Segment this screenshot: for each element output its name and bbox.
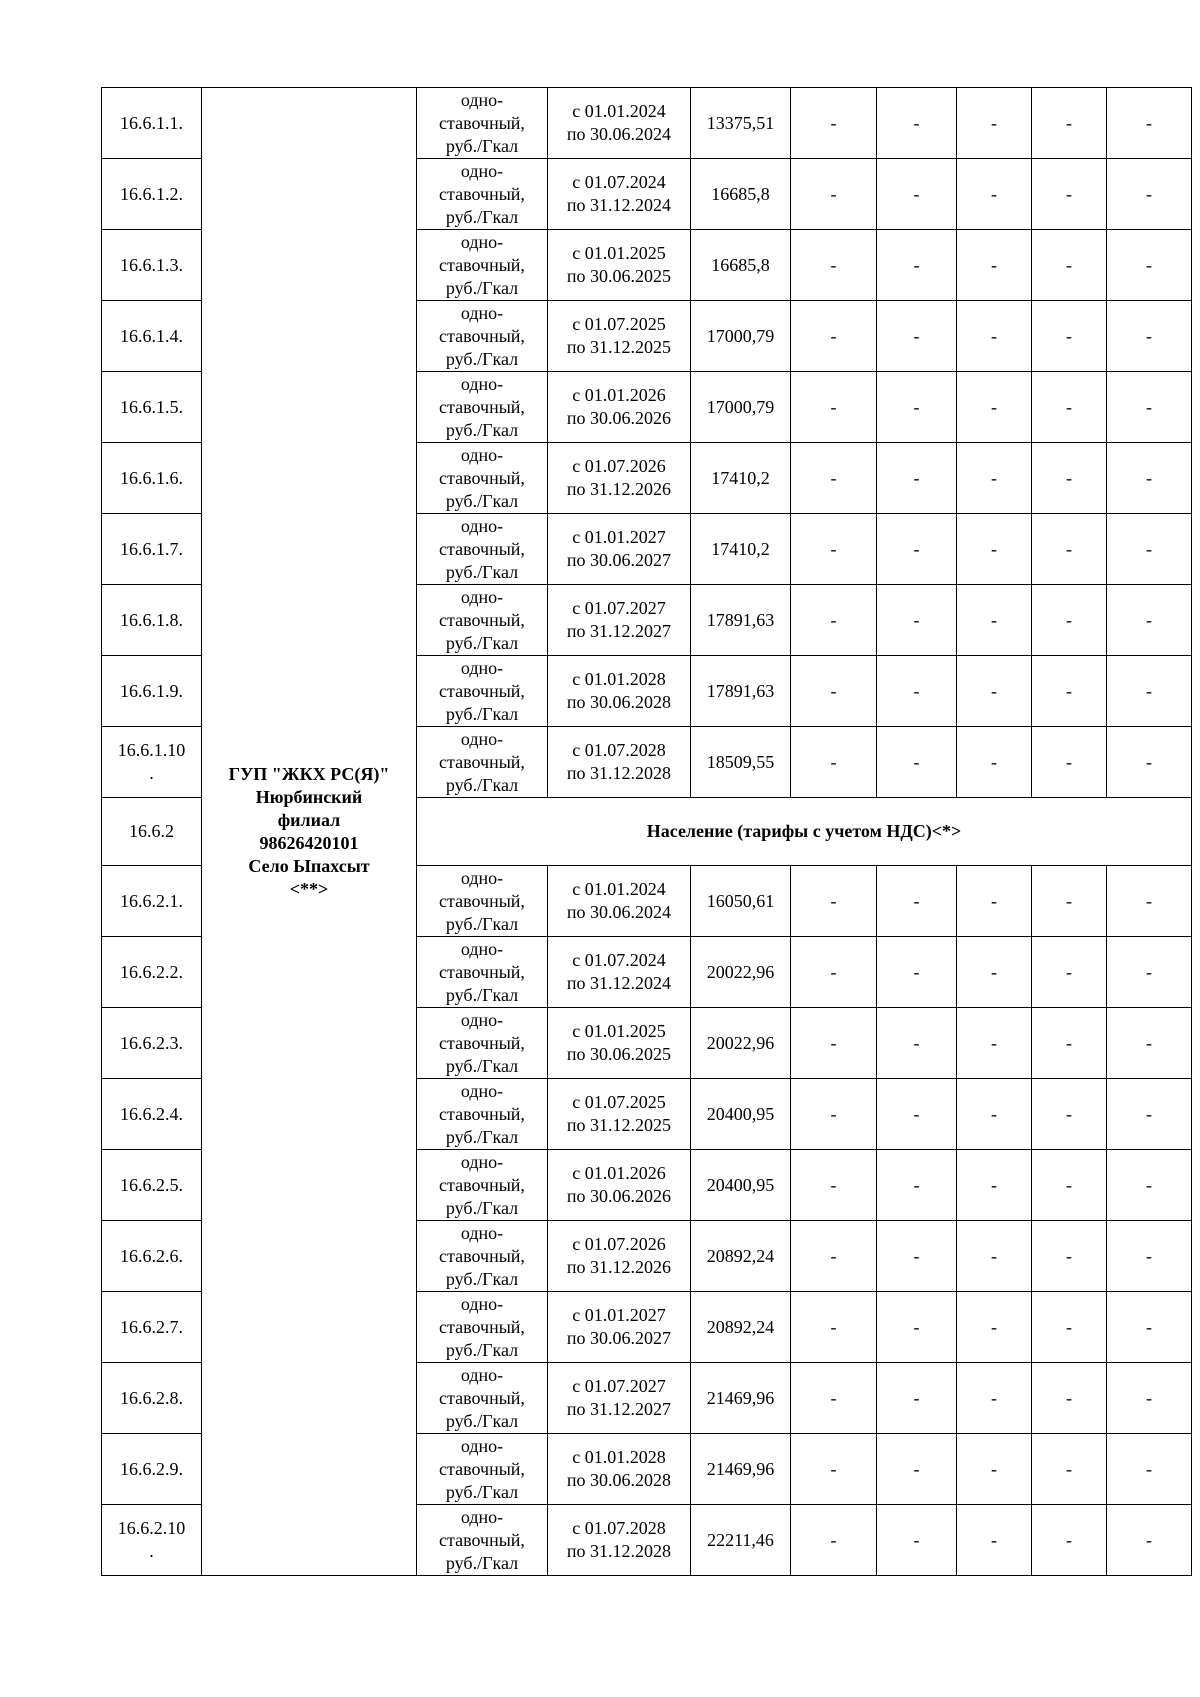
period-cell: с 01.01.2025 по 30.06.2025 bbox=[548, 1008, 691, 1079]
empty-value-cell: - bbox=[1107, 656, 1192, 727]
tariff-value-cell: 17891,63 bbox=[691, 656, 791, 727]
empty-value-cell: - bbox=[957, 88, 1032, 159]
tariff-value-cell: 20022,96 bbox=[691, 1008, 791, 1079]
empty-value-cell: - bbox=[877, 585, 957, 656]
tariff-value-cell: 20892,24 bbox=[691, 1221, 791, 1292]
tariff-type-cell: одно- ставочный, руб./Гкал bbox=[417, 866, 548, 937]
empty-value-cell: - bbox=[957, 443, 1032, 514]
empty-value-cell: - bbox=[1107, 443, 1192, 514]
empty-value-cell: - bbox=[1032, 937, 1107, 1008]
empty-value-cell: - bbox=[877, 514, 957, 585]
tariff-value-cell: 17410,2 bbox=[691, 443, 791, 514]
empty-value-cell: - bbox=[1032, 88, 1107, 159]
tariff-value-cell: 17410,2 bbox=[691, 514, 791, 585]
empty-value-cell: - bbox=[791, 372, 877, 443]
tariff-type-cell: одно- ставочный, руб./Гкал bbox=[417, 1434, 548, 1505]
empty-value-cell: - bbox=[1107, 301, 1192, 372]
row-number-cell: 16.6.2.10 . bbox=[102, 1505, 202, 1576]
tariff-value-cell: 20400,95 bbox=[691, 1079, 791, 1150]
empty-value-cell: - bbox=[1107, 866, 1192, 937]
empty-value-cell: - bbox=[1032, 727, 1107, 798]
row-number-cell: 16.6.2.1. bbox=[102, 866, 202, 937]
tariff-type-cell: одно- ставочный, руб./Гкал bbox=[417, 443, 548, 514]
tariff-value-cell: 17000,79 bbox=[691, 301, 791, 372]
period-cell: с 01.01.2027 по 30.06.2027 bbox=[548, 514, 691, 585]
row-number-cell: 16.6.2.9. bbox=[102, 1434, 202, 1505]
period-cell: с 01.07.2025 по 31.12.2025 bbox=[548, 301, 691, 372]
empty-value-cell: - bbox=[791, 866, 877, 937]
empty-value-cell: - bbox=[877, 301, 957, 372]
period-cell: с 01.01.2024 по 30.06.2024 bbox=[548, 866, 691, 937]
row-number-cell: 16.6.2.8. bbox=[102, 1363, 202, 1434]
row-number-cell: 16.6.2.3. bbox=[102, 1008, 202, 1079]
empty-value-cell: - bbox=[1032, 301, 1107, 372]
empty-value-cell: - bbox=[791, 656, 877, 727]
row-number-cell: 16.6.2.6. bbox=[102, 1221, 202, 1292]
empty-value-cell: - bbox=[877, 866, 957, 937]
row-number-cell: 16.6.2.5. bbox=[102, 1150, 202, 1221]
empty-value-cell: - bbox=[791, 301, 877, 372]
table-body bbox=[102, 88, 1192, 1576]
empty-value-cell: - bbox=[957, 937, 1032, 1008]
period-cell: с 01.01.2026 по 30.06.2026 bbox=[548, 372, 691, 443]
empty-value-cell: - bbox=[1032, 1434, 1107, 1505]
tariff-value-cell: 20022,96 bbox=[691, 937, 791, 1008]
empty-value-cell: - bbox=[957, 866, 1032, 937]
tariff-type-cell: одно- ставочный, руб./Гкал bbox=[417, 1505, 548, 1576]
empty-value-cell: - bbox=[791, 585, 877, 656]
tariff-value-cell: 20400,95 bbox=[691, 1150, 791, 1221]
tariff-type-cell: одно- ставочный, руб./Гкал bbox=[417, 514, 548, 585]
empty-value-cell: - bbox=[957, 514, 1032, 585]
empty-value-cell: - bbox=[957, 1292, 1032, 1363]
empty-value-cell: - bbox=[791, 1363, 877, 1434]
tariff-type-cell: одно- ставочный, руб./Гкал bbox=[417, 1079, 548, 1150]
group-number-cell: 16.6.2 bbox=[102, 798, 202, 866]
row-number-cell: 16.6.1.9. bbox=[102, 656, 202, 727]
tariff-value-cell: 16050,61 bbox=[691, 866, 791, 937]
period-cell: с 01.07.2027 по 31.12.2027 bbox=[548, 1363, 691, 1434]
period-cell: с 01.07.2024 по 31.12.2024 bbox=[548, 159, 691, 230]
tariff-type-cell: одно- ставочный, руб./Гкал bbox=[417, 585, 548, 656]
empty-value-cell: - bbox=[877, 656, 957, 727]
empty-value-cell: - bbox=[1032, 656, 1107, 727]
empty-value-cell: - bbox=[1032, 1505, 1107, 1576]
empty-value-cell: - bbox=[877, 1363, 957, 1434]
row-number-cell: 16.6.2.7. bbox=[102, 1292, 202, 1363]
empty-value-cell: - bbox=[1107, 1221, 1192, 1292]
empty-value-cell: - bbox=[957, 159, 1032, 230]
period-cell: с 01.01.2028 по 30.06.2028 bbox=[548, 1434, 691, 1505]
empty-value-cell: - bbox=[791, 1292, 877, 1363]
tariff-type-cell: одно- ставочный, руб./Гкал bbox=[417, 1221, 548, 1292]
empty-value-cell: - bbox=[957, 1008, 1032, 1079]
row-number-cell: 16.6.1.8. bbox=[102, 585, 202, 656]
empty-value-cell: - bbox=[877, 727, 957, 798]
empty-value-cell: - bbox=[1032, 230, 1107, 301]
empty-value-cell: - bbox=[1032, 585, 1107, 656]
empty-value-cell: - bbox=[1107, 1505, 1192, 1576]
period-cell: с 01.07.2026 по 31.12.2026 bbox=[548, 1221, 691, 1292]
empty-value-cell: - bbox=[957, 1079, 1032, 1150]
tariff-value-cell: 21469,96 bbox=[691, 1434, 791, 1505]
empty-value-cell: - bbox=[877, 443, 957, 514]
tariff-type-cell: одно- ставочный, руб./Гкал bbox=[417, 301, 548, 372]
empty-value-cell: - bbox=[1032, 1079, 1107, 1150]
empty-value-cell: - bbox=[1107, 727, 1192, 798]
empty-value-cell: - bbox=[957, 1434, 1032, 1505]
empty-value-cell: - bbox=[957, 230, 1032, 301]
empty-value-cell: - bbox=[791, 1008, 877, 1079]
period-cell: с 01.01.2026 по 30.06.2026 bbox=[548, 1150, 691, 1221]
period-cell: с 01.01.2028 по 30.06.2028 bbox=[548, 656, 691, 727]
row-number-cell: 16.6.1.2. bbox=[102, 159, 202, 230]
empty-value-cell: - bbox=[957, 585, 1032, 656]
empty-value-cell: - bbox=[877, 1505, 957, 1576]
row-number-cell: 16.6.1.6. bbox=[102, 443, 202, 514]
empty-value-cell: - bbox=[957, 1505, 1032, 1576]
period-cell: с 01.07.2028 по 31.12.2028 bbox=[548, 1505, 691, 1576]
empty-value-cell: - bbox=[957, 372, 1032, 443]
empty-value-cell: - bbox=[877, 159, 957, 230]
period-cell: с 01.01.2025 по 30.06.2025 bbox=[548, 230, 691, 301]
empty-value-cell: - bbox=[877, 372, 957, 443]
empty-value-cell: - bbox=[791, 443, 877, 514]
empty-value-cell: - bbox=[877, 1292, 957, 1363]
tariff-value-cell: 17891,63 bbox=[691, 585, 791, 656]
empty-value-cell: - bbox=[1032, 1150, 1107, 1221]
tariff-type-cell: одно- ставочный, руб./Гкал bbox=[417, 1363, 548, 1434]
empty-value-cell: - bbox=[1107, 372, 1192, 443]
empty-value-cell: - bbox=[1107, 230, 1192, 301]
period-cell: с 01.07.2024 по 31.12.2024 bbox=[548, 937, 691, 1008]
row-number-cell: 16.6.1.5. bbox=[102, 372, 202, 443]
tariff-type-cell: одно- ставочный, руб./Гкал bbox=[417, 937, 548, 1008]
empty-value-cell: - bbox=[791, 1221, 877, 1292]
tariff-type-cell: одно- ставочный, руб./Гкал bbox=[417, 88, 548, 159]
empty-value-cell: - bbox=[877, 230, 957, 301]
empty-value-cell: - bbox=[1107, 88, 1192, 159]
tariff-type-cell: одно- ставочный, руб./Гкал bbox=[417, 372, 548, 443]
tariff-value-cell: 16685,8 bbox=[691, 230, 791, 301]
empty-value-cell: - bbox=[1107, 1079, 1192, 1150]
empty-value-cell: - bbox=[1032, 1292, 1107, 1363]
row-number-cell: 16.6.1.7. bbox=[102, 514, 202, 585]
empty-value-cell: - bbox=[1107, 1292, 1192, 1363]
tariff-type-cell: одно- ставочный, руб./Гкал bbox=[417, 230, 548, 301]
empty-value-cell: - bbox=[1032, 1008, 1107, 1079]
period-cell: с 01.01.2024 по 30.06.2024 bbox=[548, 88, 691, 159]
empty-value-cell: - bbox=[877, 1221, 957, 1292]
row-number-cell: 16.6.1.4. bbox=[102, 301, 202, 372]
tariff-type-cell: одно- ставочный, руб./Гкал bbox=[417, 1292, 548, 1363]
table-row bbox=[102, 88, 1192, 159]
empty-value-cell: - bbox=[1107, 1363, 1192, 1434]
tariff-type-cell: одно- ставочный, руб./Гкал bbox=[417, 159, 548, 230]
empty-value-cell: - bbox=[957, 1221, 1032, 1292]
empty-value-cell: - bbox=[791, 230, 877, 301]
tariff-value-cell: 18509,55 bbox=[691, 727, 791, 798]
empty-value-cell: - bbox=[791, 1150, 877, 1221]
organization-cell: ГУП "ЖКХ РС(Я)" Нюрбинский филиал 98626420101 Село Ыпахсыт <**> bbox=[202, 88, 417, 1576]
empty-value-cell: - bbox=[957, 1150, 1032, 1221]
empty-value-cell: - bbox=[957, 656, 1032, 727]
empty-value-cell: - bbox=[957, 727, 1032, 798]
empty-value-cell: - bbox=[791, 514, 877, 585]
empty-value-cell: - bbox=[1032, 159, 1107, 230]
tariff-value-cell: 22211,46 bbox=[691, 1505, 791, 1576]
empty-value-cell: - bbox=[791, 1079, 877, 1150]
empty-value-cell: - bbox=[1032, 866, 1107, 937]
tariff-value-cell: 21469,96 bbox=[691, 1363, 791, 1434]
tariff-value-cell: 20892,24 bbox=[691, 1292, 791, 1363]
empty-value-cell: - bbox=[791, 937, 877, 1008]
tariff-type-cell: одно- ставочный, руб./Гкал bbox=[417, 656, 548, 727]
empty-value-cell: - bbox=[957, 301, 1032, 372]
empty-value-cell: - bbox=[1107, 514, 1192, 585]
tariff-type-cell: одно- ставочный, руб./Гкал bbox=[417, 727, 548, 798]
tariff-table bbox=[101, 87, 1192, 1576]
empty-value-cell: - bbox=[1032, 514, 1107, 585]
empty-value-cell: - bbox=[1032, 1221, 1107, 1292]
row-number-cell: 16.6.1.1. bbox=[102, 88, 202, 159]
tariff-value-cell: 16685,8 bbox=[691, 159, 791, 230]
empty-value-cell: - bbox=[1032, 443, 1107, 514]
empty-value-cell: - bbox=[877, 1079, 957, 1150]
empty-value-cell: - bbox=[877, 1150, 957, 1221]
group-title-cell: Население (тарифы с учетом НДС)<*> bbox=[417, 798, 1192, 866]
row-number-cell: 16.6.1.3. bbox=[102, 230, 202, 301]
empty-value-cell: - bbox=[1107, 1150, 1192, 1221]
empty-value-cell: - bbox=[1107, 1008, 1192, 1079]
empty-value-cell: - bbox=[791, 88, 877, 159]
empty-value-cell: - bbox=[1107, 937, 1192, 1008]
row-number-cell: 16.6.2.2. bbox=[102, 937, 202, 1008]
tariff-value-cell: 13375,51 bbox=[691, 88, 791, 159]
period-cell: с 01.07.2027 по 31.12.2027 bbox=[548, 585, 691, 656]
empty-value-cell: - bbox=[877, 1008, 957, 1079]
empty-value-cell: - bbox=[1107, 159, 1192, 230]
empty-value-cell: - bbox=[791, 1505, 877, 1576]
empty-value-cell: - bbox=[791, 159, 877, 230]
empty-value-cell: - bbox=[791, 727, 877, 798]
empty-value-cell: - bbox=[877, 1434, 957, 1505]
empty-value-cell: - bbox=[1032, 372, 1107, 443]
empty-value-cell: - bbox=[1107, 1434, 1192, 1505]
empty-value-cell: - bbox=[877, 937, 957, 1008]
period-cell: с 01.07.2026 по 31.12.2026 bbox=[548, 443, 691, 514]
period-cell: с 01.01.2027 по 30.06.2027 bbox=[548, 1292, 691, 1363]
empty-value-cell: - bbox=[877, 88, 957, 159]
empty-value-cell: - bbox=[1107, 585, 1192, 656]
period-cell: с 01.07.2028 по 31.12.2028 bbox=[548, 727, 691, 798]
tariff-value-cell: 17000,79 bbox=[691, 372, 791, 443]
row-number-cell: 16.6.2.4. bbox=[102, 1079, 202, 1150]
row-number-cell: 16.6.1.10 . bbox=[102, 727, 202, 798]
tariff-type-cell: одно- ставочный, руб./Гкал bbox=[417, 1008, 548, 1079]
tariff-type-cell: одно- ставочный, руб./Гкал bbox=[417, 1150, 548, 1221]
empty-value-cell: - bbox=[1032, 1363, 1107, 1434]
period-cell: с 01.07.2025 по 31.12.2025 bbox=[548, 1079, 691, 1150]
empty-value-cell: - bbox=[791, 1434, 877, 1505]
empty-value-cell: - bbox=[957, 1363, 1032, 1434]
